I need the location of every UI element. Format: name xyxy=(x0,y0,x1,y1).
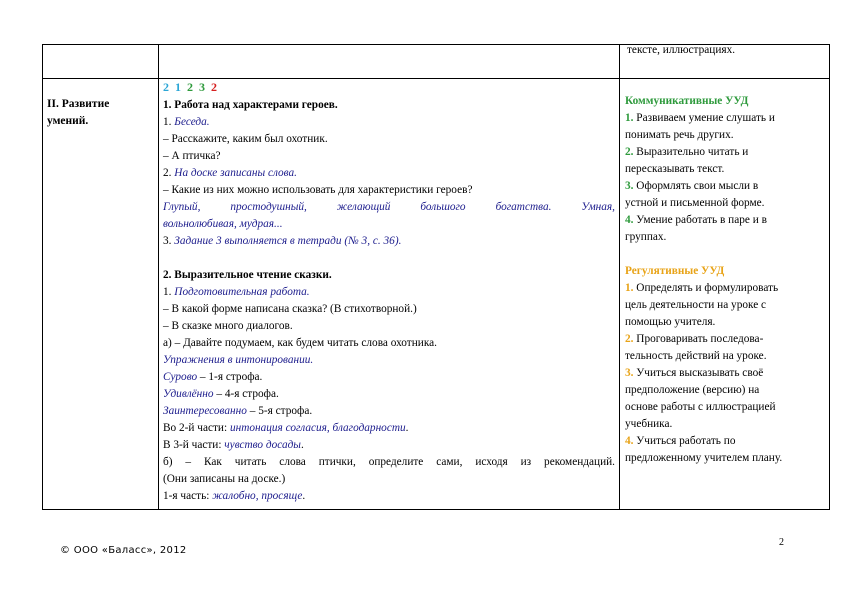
col-border-right xyxy=(829,44,830,510)
text-line: 1-я часть: жалобно, просяще. xyxy=(163,490,306,502)
uud-line: предположение (версию) на xyxy=(625,384,760,396)
uud-line: тельность действий на уроке. xyxy=(625,350,767,362)
uud-line: 2. Проговаривать последова- xyxy=(625,333,764,345)
uud-line: понимать речь других. xyxy=(625,129,734,141)
uud-line: группах. xyxy=(625,231,667,243)
col-border-left xyxy=(42,44,43,510)
spacer xyxy=(163,250,615,267)
uud-line: помощью учителя. xyxy=(625,316,716,328)
text-line: 1. Подготовительная работа. xyxy=(163,286,310,298)
top-right-cell xyxy=(627,42,735,59)
text-line: 3. Задание 3 выполняется в тетради (№ 3, с. 36). xyxy=(163,235,402,247)
text-line: (Они записаны на доске.) xyxy=(163,473,286,485)
text-line: Упражнения в интонировании. xyxy=(163,354,314,366)
uud-line: 1. Определять и формулировать xyxy=(625,282,779,294)
uud-line: предложенному учителем плану. xyxy=(625,452,783,464)
uud-line: 3. Учиться высказывать своё xyxy=(625,367,764,379)
col-border-1 xyxy=(158,44,159,510)
text-line: Глупый, простодушный, желающий большого богатства. Умная, xyxy=(163,201,615,213)
text-line: Во 2-й части: интонация согласия, благодарности. xyxy=(163,422,409,434)
table-bottom-border xyxy=(42,509,830,510)
uud-line: 4. Учиться работать по xyxy=(625,435,736,447)
score-number: 3 xyxy=(199,80,205,94)
score-number: 1 xyxy=(175,80,181,94)
uud-line: устной и письменной форме. xyxy=(625,197,765,209)
text-line: – А птичка? xyxy=(163,150,221,162)
uud-line: пересказывать текст. xyxy=(625,163,725,175)
score-number: 2 xyxy=(163,80,169,94)
text-line: Удивлённо – 4-я строфа. xyxy=(163,388,279,400)
uud-line: основе работы с иллюстрацией xyxy=(625,401,776,413)
col-border-2 xyxy=(619,44,620,510)
uud-line: 3. Оформлять свои мысли в xyxy=(625,180,759,192)
uud-line: цель деятельности на уроке с xyxy=(625,299,767,311)
stage-label-line1: II. Развитие xyxy=(47,98,110,110)
text-line: 2. На доске записаны слова. xyxy=(163,167,297,179)
spacer xyxy=(625,246,825,263)
text-line: а) – Давайте подумаем, как будем читать слова охотника. xyxy=(163,337,437,349)
uud-cell xyxy=(625,93,825,467)
stage-label-line2: умений. xyxy=(47,115,89,127)
score-number: 2 xyxy=(187,80,193,94)
text-line: 1. Беседа. xyxy=(163,116,210,128)
comm-uud-title: Коммуникативные УУД xyxy=(625,95,749,107)
content-cell xyxy=(163,79,615,505)
text-line: Заинтересованно – 5-я строфа. xyxy=(163,405,313,417)
text-line: вольнолюбивая, мудрая... xyxy=(163,218,283,230)
uud-line: 4. Умение работать в паре и в xyxy=(625,214,767,226)
section-heading: 2. Выразительное чтение сказки. xyxy=(163,269,332,281)
uud-line: 2. Выразительно читать и xyxy=(625,146,749,158)
top-right-text: тексте, иллюстрациях. xyxy=(627,44,736,56)
text-line: – В сказке много диалогов. xyxy=(163,320,293,332)
text-line: В 3-й части: чувство досады. xyxy=(163,439,304,451)
text-line: Сурово – 1-я строфа. xyxy=(163,371,263,383)
text-line: б) – Как читать слова птички, определите сами, исходя из рекомендаций. xyxy=(163,456,615,468)
text-line: – Какие из них можно использовать для характеристики героев? xyxy=(163,184,473,196)
uud-line: учебника. xyxy=(625,418,673,430)
text-line: – В какой форме написана сказка? (В стихотворной.) xyxy=(163,303,417,315)
copyright-footer: © ООО «Баласс», 2012 xyxy=(60,545,187,556)
score-numbers xyxy=(163,79,615,97)
uud-line: 1. Развиваем умение слушать и xyxy=(625,112,775,124)
section-heading: 1. Работа над характерами героев. xyxy=(163,99,338,111)
text-line: – Расскажите, каким был охотник. xyxy=(163,133,328,145)
score-number: 2 xyxy=(211,80,217,94)
reg-uud-title: Регулятивные УУД xyxy=(625,265,725,277)
page-number: 2 xyxy=(779,537,784,548)
stage-cell xyxy=(47,96,109,130)
